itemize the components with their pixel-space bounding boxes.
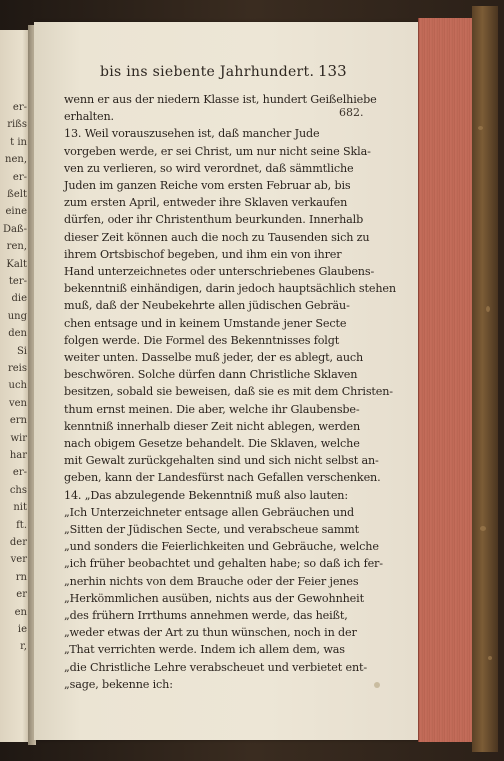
text-line: „ich früher beobachtet und gehalten habe; so daß ich fer- [64, 557, 383, 571]
left-page-fragment: ßelt [7, 189, 27, 200]
text-line: „weder etwas der Art zu thun wünschen, noch in der [64, 626, 357, 640]
left-page-fragment: Daß- [2, 223, 27, 235]
text-line: bekenntniß einhändigen, darin jedoch hauptsächlich stehen [64, 282, 396, 296]
text-line: geben, kann der Landesfürst nach Gefallen verschenken. [64, 471, 381, 485]
book-cover [472, 6, 498, 752]
left-page-fragment: ren, [6, 241, 27, 253]
left-page-fragment: en [14, 606, 27, 618]
left-page-fragment: wir [10, 432, 27, 444]
left-page-fragment: reis [7, 363, 27, 374]
text-line: „That verrichten werde. Indem ich allem dem, was [64, 643, 345, 657]
left-page-fragment: die [11, 293, 27, 305]
text-line: „Ich Unterzeichneter entsage allen Gebräuchen und [64, 505, 355, 519]
left-page-fragment: nit [13, 502, 27, 514]
left-page-fragment: ver [10, 554, 27, 566]
text-line: beschwören. Solche dürfen dann Christliche Sklaven [64, 368, 358, 382]
text-line: ihrem Ortsbischof begeben, und ihm ein von ihrer [64, 247, 342, 261]
left-page-fragment: den [8, 328, 27, 340]
text-line: „des frühern Irrthums annehmen werde, das heißt, [64, 609, 348, 622]
left-page-fragment: ung [7, 310, 27, 322]
text-line: weiter unten. Dasselbe muß jeder, der es ablegt, auch [64, 351, 364, 364]
text-line: „sage, bekenne ich: [64, 677, 173, 691]
text-line: „die Christliche Lehre verabscheuet und verbietet ent- [64, 660, 368, 674]
left-page-fragment: er- [12, 171, 27, 183]
left-page-fragment: nen, [5, 154, 27, 166]
left-page-fragment: t in [10, 136, 27, 148]
text-line: 14. „Das abzulegende Bekenntniß muß also lauten: [64, 488, 348, 502]
left-page-fragment: ern [9, 415, 27, 427]
text-line: chen entsage und in keinem Umstande jener Secte [64, 316, 347, 330]
page-number: 133 [318, 62, 347, 80]
left-page-fragment: ie [17, 624, 27, 635]
text-line: mit Gewalt zurückgehalten sind und sich nicht selbst an- [64, 454, 379, 468]
left-page-fragment: chs [9, 484, 27, 496]
left-page-fragment: er- [12, 102, 27, 113]
text-line: Hand unterzeichnetes oder unterschriebenes Glaubens- [64, 265, 375, 278]
text-line: ven zu verlieren, so wird verordnet, daß sämmtliche [64, 161, 354, 175]
left-page-fragment: eine [5, 206, 27, 218]
running-title: bis ins siebente Jahrhundert. [100, 64, 315, 80]
text-line: muß, daß der Neubekehrte allen jüdischen Gebräu- [64, 299, 350, 313]
text-line: 13. Weil vorauszusehen ist, daß mancher Jude [64, 127, 320, 141]
left-page-fragment: r, [20, 641, 27, 653]
page-edges [418, 18, 474, 742]
text-line: zum ersten April, entweder ihre Sklaven verkaufen [64, 196, 348, 210]
text-line: thum ernst meinen. Die aber, welche ihr Glaubensbe- [64, 402, 360, 416]
text-line: erhalten. [64, 110, 114, 124]
left-page-fragment: ft. [16, 519, 27, 531]
text-line: folgen werde. Die Formel des Bekenntnisses folgt [64, 333, 340, 347]
text-line: Juden im ganzen Reiche vom ersten Februar ab, bis [64, 179, 351, 192]
text-line: dürfen, oder ihr Christenthum beurkunden. Innerhalb [64, 213, 364, 227]
left-page-fragment: uch [8, 380, 27, 392]
text-line: nach obigem Gesetze behandelt. Die Sklaven, welche [64, 437, 360, 450]
signature-mark: 682. [339, 106, 364, 119]
text-line: besitzen, sobald sie beweisen, daß sie es mit dem Christen- [64, 385, 393, 399]
text-line: dieser Zeit können auch die noch zu Tausenden sich zu [64, 230, 370, 244]
text-line: vorgeben werde, er sei Christ, um nur nicht seine Skla- [64, 144, 371, 158]
text-line: kenntniß innerhalb dieser Zeit nicht ablegen, werden [64, 419, 361, 433]
left-page-fragment: Kalt [6, 258, 27, 270]
left-page-fragment: har [9, 450, 27, 461]
left-page-fragment: ter- [8, 276, 27, 287]
text-line: wenn er aus der niedern Klasse ist, hundert Geißelhiebe [64, 93, 377, 106]
text-line: „Herkömmlichen ausüben, nichts aus der Gewohnheit [64, 591, 364, 605]
left-page-fragment: Si [16, 345, 27, 357]
left-page-fragment: der [9, 537, 27, 548]
left-page-fragment: rn [15, 571, 27, 583]
left-page-fragment: er [16, 589, 27, 601]
text-line: „Sitten der Jüdischen Secte, und verabscheue sammt [64, 523, 359, 536]
text-line: „nerhin nichts von dem Brauche oder der Feier jenes [64, 574, 359, 588]
text-line: „und sonders die Feierlichkeiten und Gebräuche, welche [64, 540, 379, 554]
left-page-fragment: er- [12, 467, 27, 479]
left-page-fragment: ven [8, 397, 27, 409]
left-page-fragment: rißs [7, 119, 27, 131]
left-page-edge [0, 30, 29, 742]
